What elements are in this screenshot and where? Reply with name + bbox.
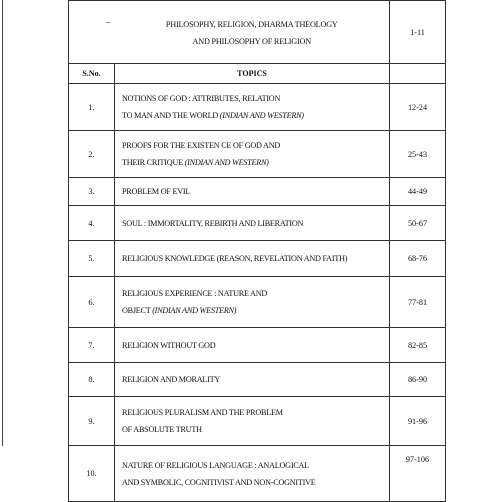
topic-line-2-text: TO MAN AND THE WORLD — [122, 111, 218, 120]
contents-table-wrapper — [68, 0, 445, 502]
table-row — [69, 84, 446, 131]
section-header-row — [69, 1, 446, 64]
topic-line-1: PROOFS FOR THE EXISTEN CE OF GOD AND — [122, 141, 281, 150]
topic-italic-note: (INDIAN AND WESTERN) — [152, 306, 237, 315]
section-title-line-1: PHILOSOPHY, RELIGION, DHARMA THEOLOGY — [165, 20, 338, 29]
table-row — [69, 397, 446, 446]
topic-line-1: SOUL : IMMORTALITY, REBIRTH AND LIBERATION — [122, 218, 304, 228]
table-row — [69, 446, 446, 502]
topic-line-2-text: OBJECT — [122, 306, 151, 315]
row-pages: 97-106 — [390, 446, 446, 502]
row-topic — [115, 206, 390, 241]
topic-line-1: NATURE OF RELIGIOUS LANGUAGE : ANALOGICAL — [122, 460, 309, 470]
contents-table — [68, 0, 446, 502]
topic-line-2-text: AND SYMBOLIC, COGNITIVIST AND NON-COGNITIVE — [122, 477, 316, 487]
column-header-row — [69, 64, 446, 84]
row-pages: 77-81 — [390, 277, 446, 328]
row-pages: 50-67 — [390, 206, 446, 241]
row-pages: 44-49 — [390, 178, 446, 206]
topic-line-1: RELIGION WITHOUT GOD — [122, 340, 216, 350]
topic-line-2 — [122, 421, 389, 438]
section-dash: – — [69, 1, 115, 64]
table-row — [69, 363, 446, 397]
row-topic — [115, 131, 390, 178]
row-number: 2. — [69, 131, 115, 178]
row-number: 9. — [69, 397, 115, 446]
row-number: 7. — [69, 328, 115, 363]
row-number: 8. — [69, 363, 115, 397]
table-row — [69, 131, 446, 178]
row-topic — [115, 84, 390, 131]
topic-line-2-text: THEIR CRITIQUE — [122, 158, 183, 167]
row-number: 5. — [69, 241, 115, 277]
table-row — [69, 277, 446, 328]
topic-italic-note: (INDIAN AND WESTERN) — [219, 111, 304, 120]
row-topic — [115, 241, 390, 277]
row-topic — [115, 328, 390, 363]
topic-line-2-text: OF ABSOLUTE TRUTH — [122, 425, 202, 434]
column-header-topics: TOPICS — [115, 64, 390, 84]
topic-line-2 — [122, 154, 389, 171]
table-row — [69, 206, 446, 241]
row-pages: 82-85 — [390, 328, 446, 363]
topic-line-1: RELIGIOUS PLURALISM AND THE PROBLEM — [122, 408, 283, 417]
section-pages: 1-11 — [390, 1, 446, 64]
row-pages: 12-24 — [390, 84, 446, 131]
table-row — [69, 178, 446, 206]
row-number: 4. — [69, 206, 115, 241]
row-topic — [115, 446, 390, 502]
topic-line-2 — [122, 302, 389, 319]
row-number: 3. — [69, 178, 115, 206]
row-topic — [115, 363, 390, 397]
table-row — [69, 328, 446, 363]
section-title-line-2: AND PHILOSOPHY OF RELIGION — [192, 37, 311, 46]
row-topic — [115, 277, 390, 328]
topic-line-1: PROBLEM OF EVIL — [122, 187, 191, 196]
row-number: 1. — [69, 84, 115, 131]
topic-line-1: RELIGIOUS KNOWLEDGE (REASON, REVELATION AND FAITH) — [122, 254, 348, 263]
row-pages: 91-96 — [390, 397, 446, 446]
row-pages: 25-43 — [390, 131, 446, 178]
topic-line-2 — [122, 474, 389, 491]
section-title — [115, 1, 390, 64]
table-row — [69, 241, 446, 277]
row-number: 10. — [69, 446, 115, 502]
row-topic — [115, 397, 390, 446]
topic-line-1: RELIGION AND MORALITY — [122, 375, 220, 384]
row-number: 6. — [69, 277, 115, 328]
topic-line-1: NOTIONS OF GOD : ATTRIBUTES, RELATION — [122, 94, 281, 103]
row-pages: 68-76 — [390, 241, 446, 277]
topic-italic-note: (INDIAN AND WESTERN) — [184, 158, 269, 167]
column-header-pages — [390, 64, 446, 84]
topic-line-1: RELIGIOUS EXPERIENCE : NATURE AND — [122, 289, 268, 298]
page-edge-rule — [2, 0, 3, 446]
row-topic — [115, 178, 390, 206]
topic-line-2 — [122, 107, 389, 124]
column-header-sno: S.No. — [69, 64, 115, 84]
topic-rows — [69, 84, 446, 502]
row-pages: 86-90 — [390, 363, 446, 397]
